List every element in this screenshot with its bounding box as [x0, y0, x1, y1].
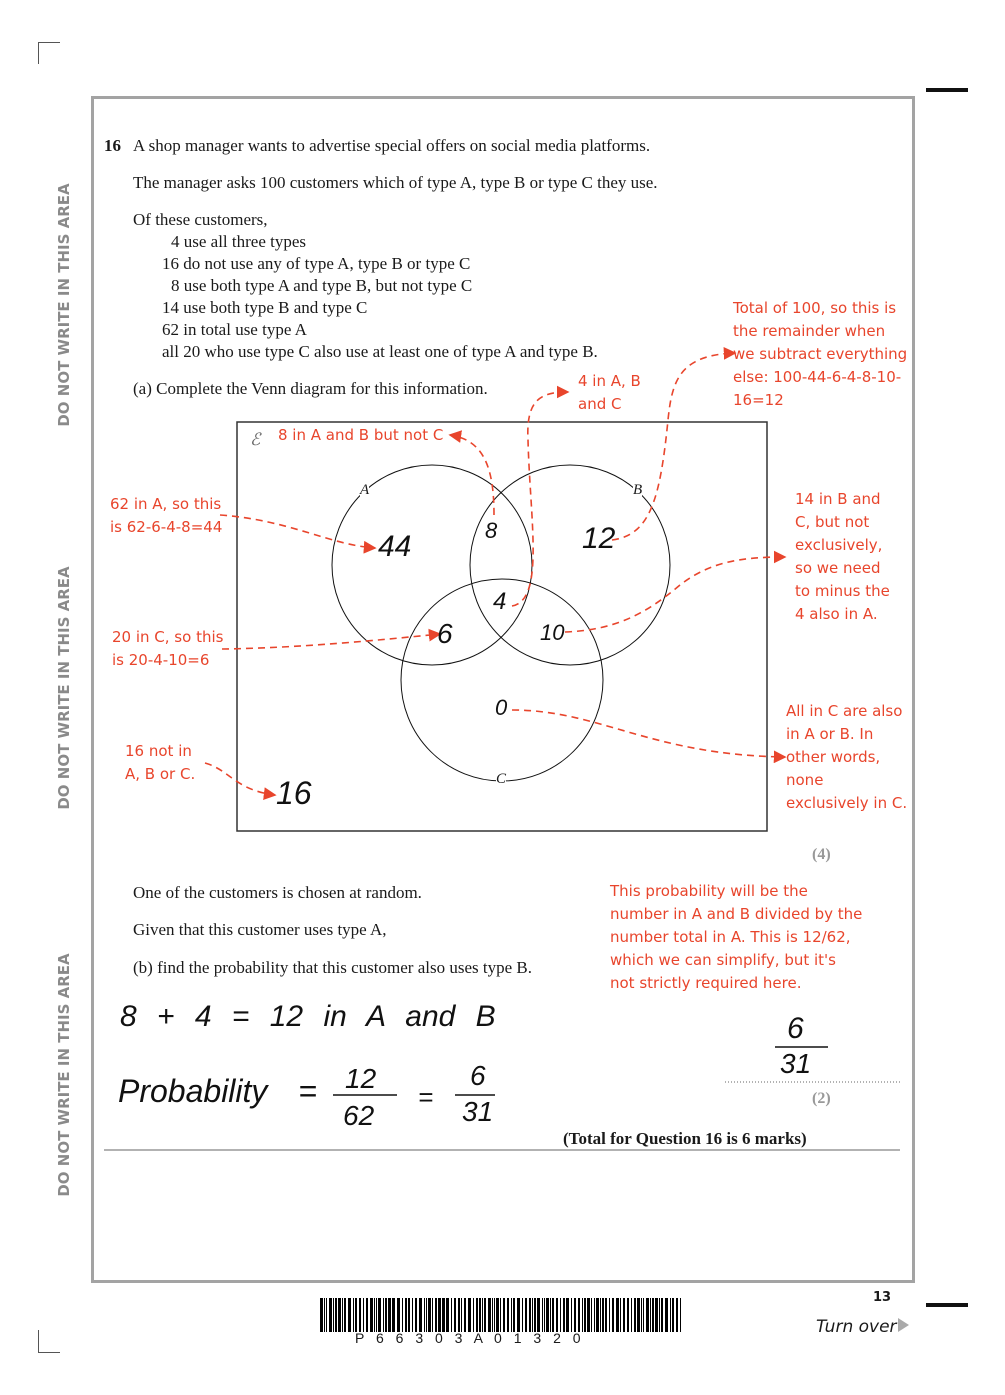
barcode-bar [426, 1298, 428, 1332]
barcode-bar [620, 1298, 621, 1332]
barcode-bar [556, 1298, 559, 1332]
barcode-bar [392, 1298, 393, 1332]
barcode-bar [596, 1298, 599, 1332]
barcode-bars [320, 1298, 683, 1332]
barcode-bar [552, 1298, 554, 1332]
annotation-b-only: Total of 100, so this is the remainder when we subtract everything else: 100-44-6-4-8-10-16=12 [733, 299, 908, 409]
fact: 62 in total use type A [162, 320, 307, 339]
barcode-bar [405, 1298, 407, 1332]
barcode-bar [503, 1298, 505, 1332]
barcode-bar [435, 1298, 437, 1332]
barcode-bar [609, 1298, 610, 1332]
barcode-bar [544, 1298, 546, 1332]
region-outside: 16 [276, 775, 312, 811]
label-a: A [360, 482, 370, 498]
barcode-bar [374, 1298, 375, 1332]
barcode-bar [680, 1298, 681, 1332]
barcode-bar [484, 1298, 486, 1332]
barcode-bar [324, 1298, 325, 1332]
barcode-bar [525, 1298, 527, 1332]
margin-warning: DO NOT WRITE IN THIS AREA [55, 566, 73, 810]
arrow-ac [222, 634, 440, 649]
barcode-bar [388, 1298, 391, 1332]
barcode-bar [402, 1298, 403, 1332]
barcode-bar [500, 1298, 501, 1332]
barcode-bar [326, 1298, 328, 1332]
barcode-bar [438, 1298, 441, 1332]
given-text: Given that this customer uses type A, [133, 920, 387, 939]
barcode-bar [659, 1298, 660, 1332]
barcode-bar [370, 1298, 373, 1332]
arrow-outside [205, 763, 275, 795]
barcode-bar [359, 1298, 362, 1332]
barcode-bar [451, 1298, 452, 1332]
working-denominator-simplified: 31 [462, 1096, 494, 1127]
fact: 16 do not use any of type A, type B or type C [162, 254, 471, 273]
barcode-bar [342, 1298, 343, 1332]
question-intro: A shop manager wants to advertise special offers on social media platforms. [133, 136, 651, 155]
universal-set-symbol: ℰ [250, 430, 261, 449]
barcode-bar [454, 1298, 456, 1332]
barcode-bar [652, 1298, 654, 1332]
arrow-ab [450, 435, 494, 515]
barcode-bar [655, 1298, 658, 1332]
barcode-bar [513, 1298, 515, 1332]
barcode-bar [428, 1298, 431, 1332]
question-total: (Total for Question 16 is 6 marks) [563, 1129, 807, 1148]
barcode-bar [578, 1298, 581, 1332]
barcode-bar [571, 1298, 572, 1332]
barcode-text: P 6 6 3 0 3 A 0 1 3 2 0 [355, 1330, 582, 1346]
annotation-a-only: 62 in A, so this is 62-6-4-8=44 [110, 495, 223, 536]
barcode-bar [637, 1298, 640, 1332]
barcode-bar [442, 1298, 443, 1332]
barcode-bar [511, 1298, 512, 1332]
barcode-bar [378, 1298, 381, 1332]
arrow-a-only [220, 515, 375, 548]
barcode-bar [584, 1298, 586, 1332]
answer-denominator: 31 [780, 1048, 812, 1079]
fact: all 20 who use type C also use at least one of type A and type B. [162, 342, 598, 361]
barcode-bar [641, 1298, 642, 1332]
barcode-bar [676, 1298, 679, 1332]
working-line-1: 8 + 4 = 12 in A and B [120, 1000, 496, 1033]
region-b-only: 12 [582, 522, 616, 555]
barcode-bar [363, 1298, 364, 1332]
barcode-bar [566, 1298, 569, 1332]
region-a-only: 44 [378, 530, 412, 563]
region-c-only: 0 [495, 695, 508, 720]
region-ab-only: 8 [485, 518, 498, 543]
barcode-bar [670, 1298, 671, 1332]
barcode-bar [419, 1298, 422, 1332]
barcode-bar [443, 1298, 445, 1332]
barcode-bar [534, 1298, 536, 1332]
arrow-c-only [512, 710, 785, 757]
universal-set-box [237, 422, 767, 831]
turn-over-label: Turn over [816, 1317, 897, 1337]
fact: 8 use both type A and type B, but not type C [171, 276, 473, 295]
barcode-bar [488, 1298, 491, 1332]
answer-numerator: 6 [787, 1012, 804, 1045]
arrow-abc [512, 392, 568, 606]
barcode-bar [344, 1298, 346, 1332]
barcode-bar [415, 1298, 417, 1332]
working-probability: Probability = [118, 1073, 317, 1109]
turn-over-arrow-icon [898, 1318, 909, 1332]
barcode-bar [338, 1298, 341, 1332]
barcode-bar [479, 1298, 482, 1332]
barcode-bar [348, 1298, 351, 1332]
barcode-bar [616, 1298, 619, 1332]
arrow-bc [565, 557, 785, 632]
marks-b: (2) [812, 1090, 831, 1107]
barcode-bar [522, 1298, 523, 1332]
barcode-bar [550, 1298, 551, 1332]
fact: 14 use both type B and type C [162, 298, 368, 317]
barcode-bar [432, 1298, 433, 1332]
margin-warning: DO NOT WRITE IN THIS AREA [55, 953, 73, 1197]
barcode-bar [376, 1298, 378, 1332]
part-b-prompt: (b) find the probability that this customer also uses type B. [133, 958, 532, 977]
barcode-bar [532, 1298, 533, 1332]
annotation-ab: 8 in A and B but not C [278, 426, 444, 444]
barcode-bar [385, 1298, 387, 1332]
barcode-bar [496, 1298, 499, 1332]
barcode-bar [627, 1298, 630, 1332]
question-survey: The manager asks 100 customers which of type A, type B or type C they use. [133, 173, 658, 192]
barcode-bar [482, 1298, 483, 1332]
barcode-bar [473, 1298, 474, 1332]
barcode-bar [353, 1298, 354, 1332]
barcode-bar [476, 1298, 478, 1332]
barcode-bar [643, 1298, 645, 1332]
barcode-bar [393, 1298, 395, 1332]
barcode-bar [591, 1298, 592, 1332]
barcode-bar [602, 1298, 604, 1332]
barcode-bar [587, 1298, 590, 1332]
barcode-bar [665, 1298, 668, 1332]
marks-a: (4) [812, 846, 831, 863]
barcode-bar [594, 1298, 596, 1332]
barcode-bar [333, 1298, 334, 1332]
annotation-probability: This probability will be the number in A and B divided by the number total in A. This is 12/62, which we can simplify, but it's not strictly required here. [610, 882, 863, 992]
question-of-these: Of these customers, [133, 210, 268, 229]
barcode-bar [464, 1298, 466, 1332]
barcode-bar [529, 1298, 532, 1332]
barcode-bar [492, 1298, 493, 1332]
barcode-bar [424, 1298, 425, 1332]
barcode-bar [560, 1298, 561, 1332]
barcode-bar [537, 1298, 540, 1332]
region-bc-only: 10 [540, 620, 565, 645]
page-number: 13 [873, 1290, 892, 1305]
region-ac-only: 6 [437, 618, 453, 649]
working-numerator: 12 [345, 1063, 377, 1094]
barcode-bar [412, 1298, 413, 1332]
margin-warning: DO NOT WRITE IN THIS AREA [55, 183, 73, 427]
barcode-bar [582, 1298, 583, 1332]
working-numerator-simplified: 6 [470, 1060, 486, 1091]
barcode-bar [507, 1298, 510, 1332]
barcode-bar [661, 1298, 663, 1332]
barcode-bar [494, 1298, 496, 1332]
annotation-abc: 4 in A, B and C [578, 372, 641, 413]
question-number: 16 [104, 136, 121, 155]
barcode-bar [542, 1298, 543, 1332]
region-abc: 4 [493, 588, 507, 615]
annotation-outside: 16 not in A, B or C. [125, 742, 196, 783]
barcode-bar [672, 1298, 674, 1332]
annotation-bc: 14 in B and C, but not exclusively, so we need to minus the 4 also in A. [795, 490, 890, 623]
fact: 4 use all three types [171, 232, 307, 251]
barcode-bar [517, 1298, 520, 1332]
barcode-bar [546, 1298, 549, 1332]
barcode-bar [355, 1298, 357, 1332]
barcode-bar [600, 1298, 601, 1332]
working-denominator: 62 [343, 1100, 375, 1131]
barcode-bar [468, 1298, 471, 1332]
barcode-bar [408, 1298, 411, 1332]
barcode-bar [623, 1298, 625, 1332]
barcode-bar [335, 1298, 337, 1332]
part-a-prompt: (a) Complete the Venn diagram for this information. [133, 379, 488, 398]
annotation-ac: 20 in C, so this is 20-4-10=6 [112, 628, 224, 669]
barcode-bar [320, 1298, 323, 1332]
barcode-bar [329, 1298, 332, 1332]
barcode-bar [366, 1298, 368, 1332]
barcode-bar [574, 1298, 576, 1332]
barcode-bar [631, 1298, 632, 1332]
barcode-bar [446, 1298, 449, 1332]
barcode-bar [646, 1298, 649, 1332]
barcode-bar [458, 1298, 461, 1332]
random-text: One of the customers is chosen at random. [133, 883, 422, 902]
barcode-bar [612, 1298, 614, 1332]
barcode-bar [383, 1298, 384, 1332]
label-b: B [633, 482, 643, 498]
working-equals: = [418, 1082, 434, 1112]
barcode-bar [650, 1298, 651, 1332]
barcode-bar [605, 1298, 608, 1332]
barcode-bar [461, 1298, 462, 1332]
annotation-c-only: All in C are also in A or B. In other words, none exclusively in C. [786, 702, 908, 812]
barcode-bar [397, 1298, 400, 1332]
label-c: C [496, 771, 507, 787]
barcode-bar [634, 1298, 636, 1332]
barcode-bar [563, 1298, 565, 1332]
